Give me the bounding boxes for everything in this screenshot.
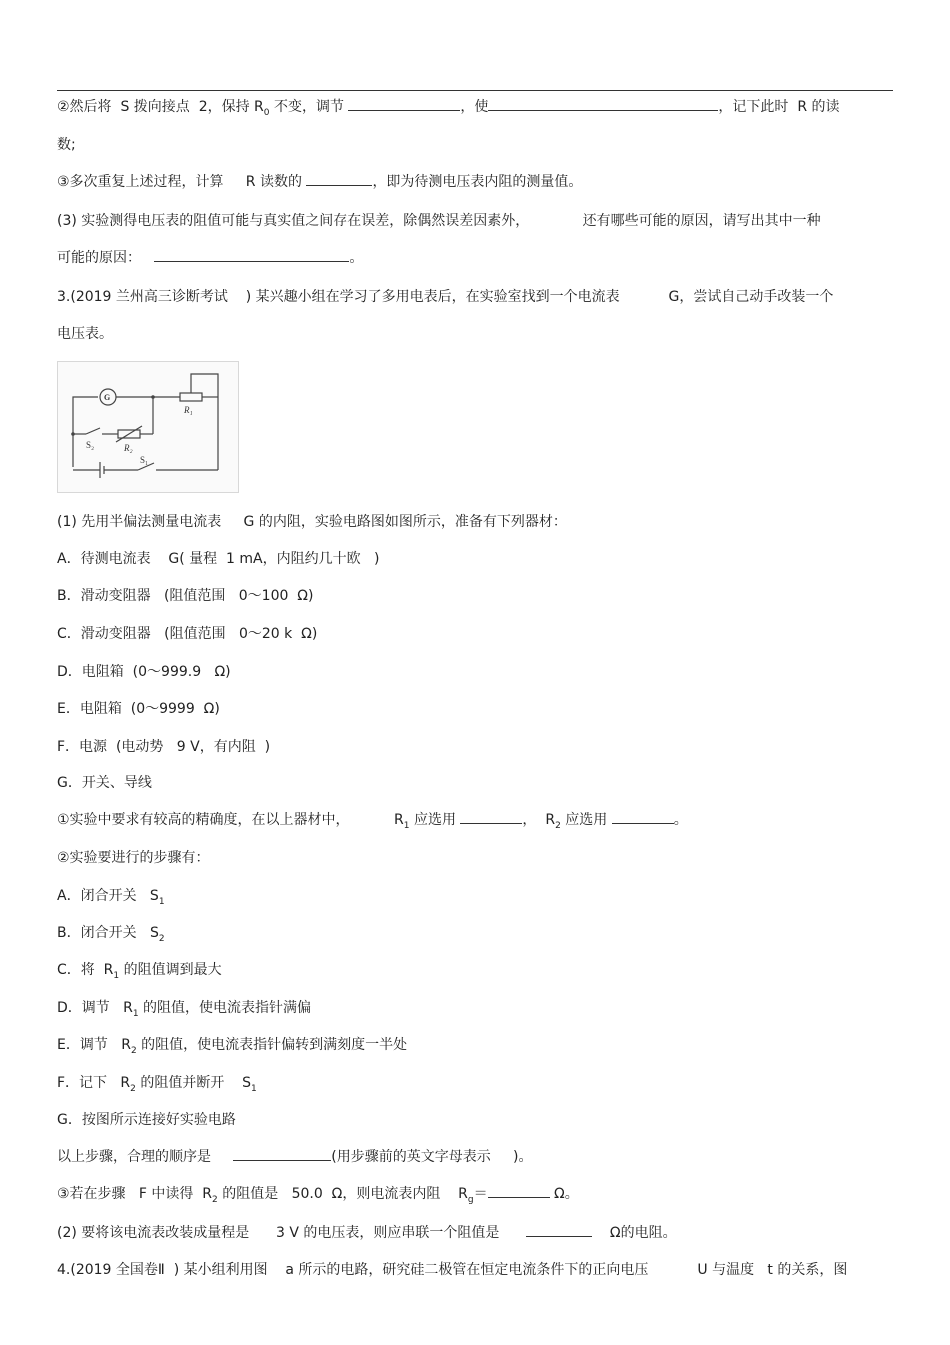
r2-label: R₂: [124, 443, 133, 453]
s1-label: S₁: [140, 455, 149, 465]
text-line: ②实验要进行的步骤有：: [57, 850, 210, 866]
answer-blank[interactable]: [306, 172, 372, 186]
answer-blank[interactable]: [612, 810, 674, 824]
s2-label: S₂: [86, 440, 95, 450]
text-line: ③若在步骤 F 中读得 $R_2$ 的阻值是 50.0 Ω，则电流表内阻 $R_g= \Omega$。: [57, 1186, 579, 1205]
text-line: E．电阻箱 (0～9999 Ω): [57, 701, 220, 717]
text-line: C．将 $R_1$ 的阻值调到最大: [57, 962, 222, 981]
text-line: 3.(2019 兰州高三诊断考试 ) 某兴趣小组在学习了多用电表后，在实验室找到一个电流表 G，尝试自己动手改装一个: [57, 289, 834, 305]
circuit-diagram: [57, 361, 239, 493]
text-line: (1) 先用半偏法测量电流表 G 的内阻，实验电路图如图所示，准备有下列器材：: [57, 514, 567, 530]
text-line: B．闭合开关 $S_2$: [57, 925, 165, 944]
text-line: (3) 实验测得电压表的阻值可能与真实值之间存在误差，除偶然误差因素外， 还有哪些可能的原因，请写出其中一种: [57, 213, 821, 229]
text-line: 4.(2019 全国卷Ⅱ ) 某小组利用图 a 所示的电路，研究硅二极管在恒定电流条件下的正向电压 U 与温度 t 的关系，图: [57, 1262, 848, 1278]
text-line: D．电阻箱 (0～999.9 Ω): [57, 664, 231, 680]
text-line: ③多次重复上述过程，计算 R 读数的 ，即为待测电压表内阻的测量值。: [57, 174, 583, 190]
text-line: (2) 要将该电流表改装成量程是 3 V 的电压表，则应串联一个阻值是 Ω的电阻。: [57, 1225, 677, 1241]
answer-blank[interactable]: [348, 97, 460, 111]
text-line: G．按图所示连接好实验电路: [57, 1112, 236, 1128]
r1-label: R₁: [184, 405, 193, 415]
answer-blank[interactable]: [488, 1184, 550, 1198]
text-line: E．调节 $R_2$ 的阻值，使电流表指针偏转到满刻度一半处: [57, 1037, 408, 1056]
answer-blank[interactable]: [526, 1223, 592, 1237]
text-line: 电压表。: [57, 326, 113, 342]
answer-blank[interactable]: [233, 1147, 331, 1161]
text-line: D．调节 $R_1$ 的阻值，使电流表指针满偏: [57, 1000, 312, 1019]
answer-blank[interactable]: [460, 810, 522, 824]
text-line: F．记下 $R_2$ 的阻值并断开 $S_1$: [57, 1075, 257, 1094]
text-line: B．滑动变阻器 (阻值范围 0～100 Ω): [57, 588, 314, 604]
text-line: F．电源 (电动势 9 V，有内阻 ): [57, 739, 271, 755]
text-line: A．闭合开关 $S_1$: [57, 888, 165, 907]
text-line: 以上步骤，合理的顺序是 (用步骤前的英文字母表示 )。: [57, 1149, 533, 1165]
answer-blank[interactable]: [154, 248, 349, 262]
text-line: 可能的原因： 。: [57, 250, 364, 266]
text-line: G．开关、导线: [57, 775, 152, 791]
text-line: ②然后将 S 拨向接点 2，保持 $R_0$ 不变，调节 ，使 ，记下此时 R 的读: [57, 99, 840, 118]
text-line: A．待测电流表 G( 量程 1 mA，内阻约几十欧 ): [57, 551, 380, 567]
text-line: ①实验中要求有较高的精确度，在以上器材中， $R_1$ 应选用 ， $R_2$ 应选用 。: [57, 812, 688, 831]
answer-blank[interactable]: [488, 97, 718, 111]
header-rule: [57, 90, 893, 91]
text-line: C．滑动变阻器 (阻值范围 0～20 k Ω): [57, 626, 318, 642]
g-label: G: [104, 393, 111, 402]
text-line: 数;: [57, 137, 76, 153]
